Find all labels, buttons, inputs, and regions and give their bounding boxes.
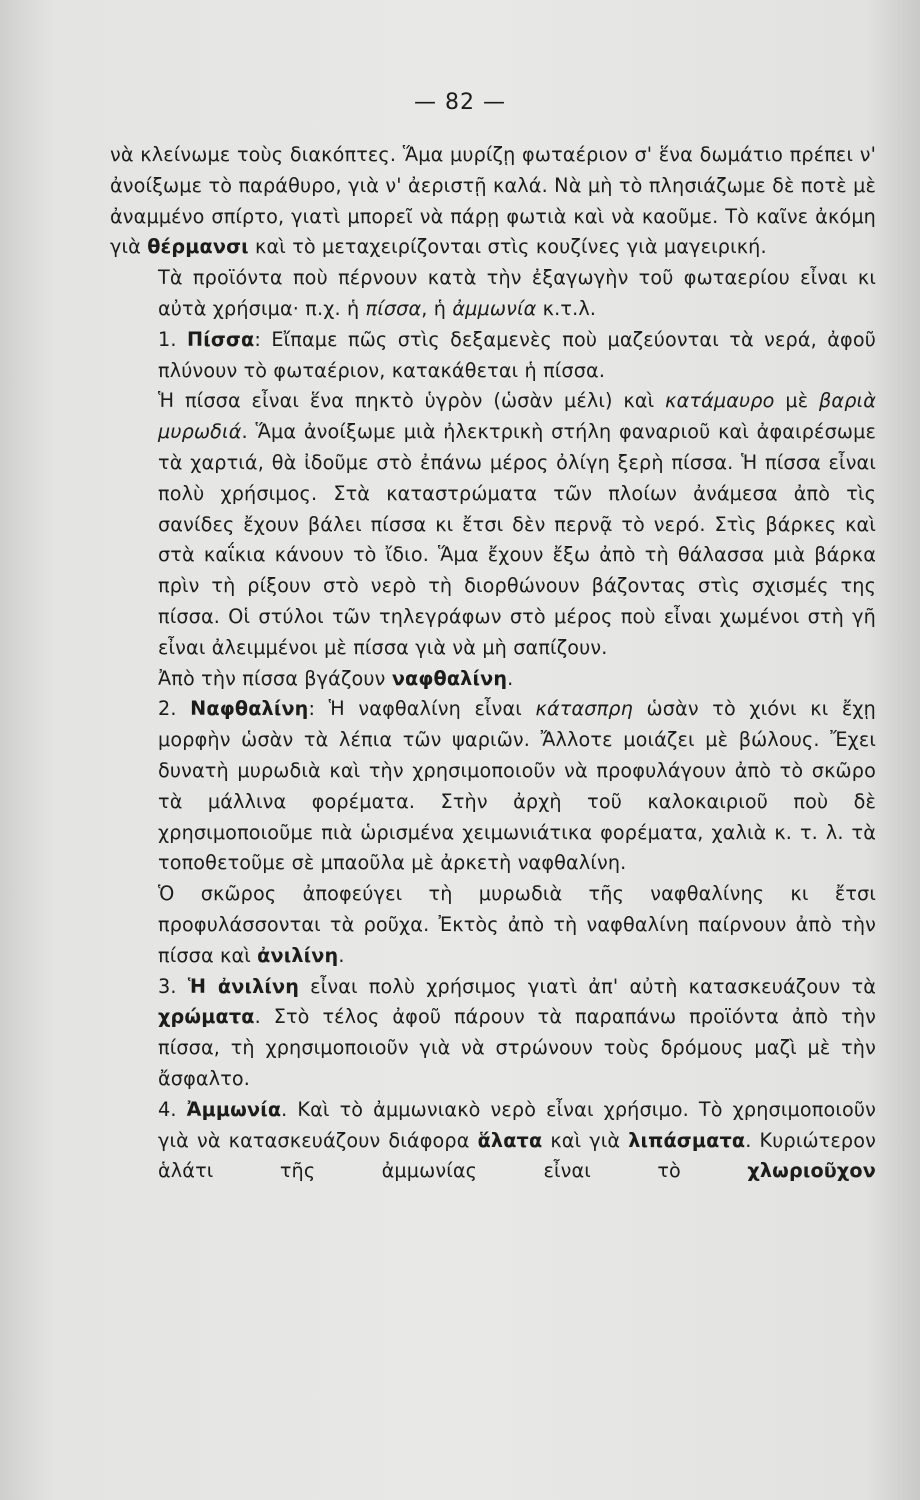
text-run: Ὁ σκῶρος ἀποφεύγει τὴ μυρωδιὰ τῆς ναφθαλίνης κι ἔτσι προφυλάσσονται τὰ ροῦχα. Ἐκτὸς ἀπὸ τὴ ναφθαλίνη παίρνουν ἀπὸ τὴν πίσσα καὶ — [158, 882, 876, 967]
paragraph — [110, 263, 876, 325]
text-run: νὰ κλείνωμε τοὺς διακόπτες. Ἅμα μυρίζῃ φωταέριον σ' ἕνα δωμάτιο πρέπει ν' ἀνοίξωμε τὸ παράθυρο, γιὰ ν' ἀεριστῇ καλά. Νὰ μὴ τὸ πλησιάζωμε δὲ ποτὲ μὲ ἀναμμένο σπίρτο, γιατὶ μπορεῖ νὰ πάρῃ φωτιὰ καὶ νὰ καοῦμε. Τὸ καῖνε ἀκόμη γιὰ — [110, 143, 876, 259]
text-run: : Εἴπαμε πῶς στὶς δεξαμενὲς ποὺ μαζεύονται τὰ νερά, ἀφοῦ πλύνουν τὸ φωταέριον, κατακάθεται ἡ πίσσα. — [158, 327, 876, 382]
text-run: : Ἡ ναφθαλίνη εἶναι — [308, 697, 536, 721]
text-run: κ.τ.λ. — [536, 296, 597, 320]
paragraph — [110, 1095, 876, 1187]
text-run: Τὰ προϊόντα ποὺ πέρνουν κατὰ τὴν ἐξαγωγὴν τοῦ φωταερίου εἶναι κι αὐτὰ χρήσιμα· π.χ. ἡ — [158, 266, 876, 320]
text-run: . Καὶ τὸ ἀμμωνιακὸ νερὸ εἶναι χρήσιμο. Τὸ χρησιμοποιοῦν γιὰ νὰ κατασκευάζουν διάφορα — [158, 1097, 877, 1152]
paragraph — [110, 664, 876, 695]
bold-term: Ἀμμωνία — [186, 1097, 282, 1121]
paragraph — [110, 972, 876, 1095]
text-run: καὶ γιὰ — [542, 1128, 629, 1152]
text-run: . — [338, 943, 345, 967]
italic-term: κατάμαυρο — [665, 389, 775, 413]
bold-term: ἀνιλίνη — [257, 943, 339, 967]
text-run: 3. — [158, 974, 188, 998]
page-number: — 82 — — [414, 90, 506, 115]
text-run: . Ἅμα ἀνοίξωμε μιὰ ἠλεκτρικὴ στήλη φαναριοῦ καὶ ἀφαιρέσωμε τὰ χαρτιά, θὰ ἰδοῦμε στὸ ἐπάνω μέρος ὀλίγη ξερὴ πίσσα. Ἡ πίσσα εἶναι πολὺ χρήσιμος. Στὰ καταστρώματα τῶν πλοίων ἀνάμεσα ἀπὸ τὶς σανίδες ἔχουν βάλει πίσσα κι ἔτσι δὲν περνᾷ τὸ νερό. Στὶς βάρκες καὶ στὰ καΐκια κάνουν τὸ ἴδιο. Ἅμα ἔχουν ἔξω ἀπὸ τὴ θάλασσα μιὰ βάρκα πρὶν τὴ ρίξουν στὸ νερὸ τὴ διορθώνουν βάζοντας στὶς σχισμές της πίσσα. Οἱ στύλοι τῶν τηλεγράφων στὸ μέρος ποὺ εἶναι χωμένοι στὴ γῆ εἶναι ἀλειμμένοι μὲ πίσσα γιὰ νὰ μὴ σαπίζουν. — [158, 420, 876, 659]
bold-term: λιπάσματα — [628, 1128, 746, 1152]
text-run: Ἡ πίσσα εἶναι ἕνα πηκτὸ ὑγρὸν (ὡσὰν μέλι) καὶ — [158, 389, 666, 413]
paragraph — [110, 140, 876, 263]
text-run: εἶναι πολὺ χρήσιμος γιατὶ ἀπ' αὐτὴ κατασκευάζουν τὰ — [299, 974, 877, 998]
bold-term: θέρμανσι — [147, 235, 249, 259]
text-run: μὲ — [774, 389, 820, 413]
bold-term: ἅλατα — [477, 1128, 543, 1152]
italic-term: ἀμμωνία — [452, 296, 537, 320]
text-run: καὶ τὸ μεταχειρίζονται στὶς κουζίνες γιὰ μαγειρική. — [248, 235, 767, 259]
text-run: ὡσὰν τὸ χιόνι κι ἔχῃ μορφὴν ὡσὰν τὰ λέπια τῶν ψαριῶν. Ἄλλοτε μοιάζει μὲ βώλους. Ἔχει δυνατὴ μυρωδιὰ καὶ τὴν χρησιμοποιοῦν νὰ προφυλάγουν ἀπὸ τὸ σκῶρο τὰ μάλλινα φορέματα. Στὴν ἀρχὴ τοῦ καλοκαιριοῦ ποὺ δὲ χρησιμοποιοῦμε πιὰ ὡρισμένα χειμωνιάτικα φορέματα, χαλιὰ κ. τ. λ. τὰ τοποθετοῦμε σὲ μπαοῦλα μὲ ἀρκετὴ ναφθαλίνη. — [158, 697, 876, 875]
body-text — [110, 140, 876, 1187]
bold-term: Πίσσα — [186, 327, 255, 351]
paragraph — [110, 386, 876, 663]
text-run: 4. — [158, 1097, 187, 1121]
paragraph — [110, 879, 876, 971]
bold-term: χρώματα — [158, 1005, 255, 1029]
text-run: Ἀπὸ τὴν πίσσα βγάζουν — [158, 666, 392, 690]
bold-term: χλωριοῦχον — [747, 1159, 876, 1183]
bold-term: ναφθαλίνη — [391, 666, 508, 690]
italic-term: πίσσα — [365, 296, 422, 320]
paragraph — [110, 325, 876, 387]
text-run: 2. — [158, 697, 191, 721]
italic-term: κάτασπρη — [535, 697, 633, 721]
text-run: , ἡ — [421, 296, 453, 320]
text-run: . Στὸ τέλος ἀφοῦ πάρουν τὰ παραπάνω προϊόντα ἀπὸ τὴν πίσσα, τὴ χρησιμοποιοῦν γιὰ νὰ στρώνουν τοὺς δρόμους μαζὶ μὲ τὴν ἄσφαλτο. — [158, 1005, 876, 1090]
bold-term: Ναφθαλίνη — [190, 697, 309, 721]
bold-term: Ἡ ἀνιλίνη — [187, 974, 300, 998]
text-run: 1. — [158, 327, 187, 351]
italic-term: βαριὰ μυρωδιά — [158, 389, 876, 444]
paragraph — [110, 694, 876, 879]
text-run: . Κυριώτερον ἁλάτι τῆς ἀμμωνίας εἶναι τὸ — [158, 1128, 877, 1183]
text-run: . — [507, 666, 514, 690]
